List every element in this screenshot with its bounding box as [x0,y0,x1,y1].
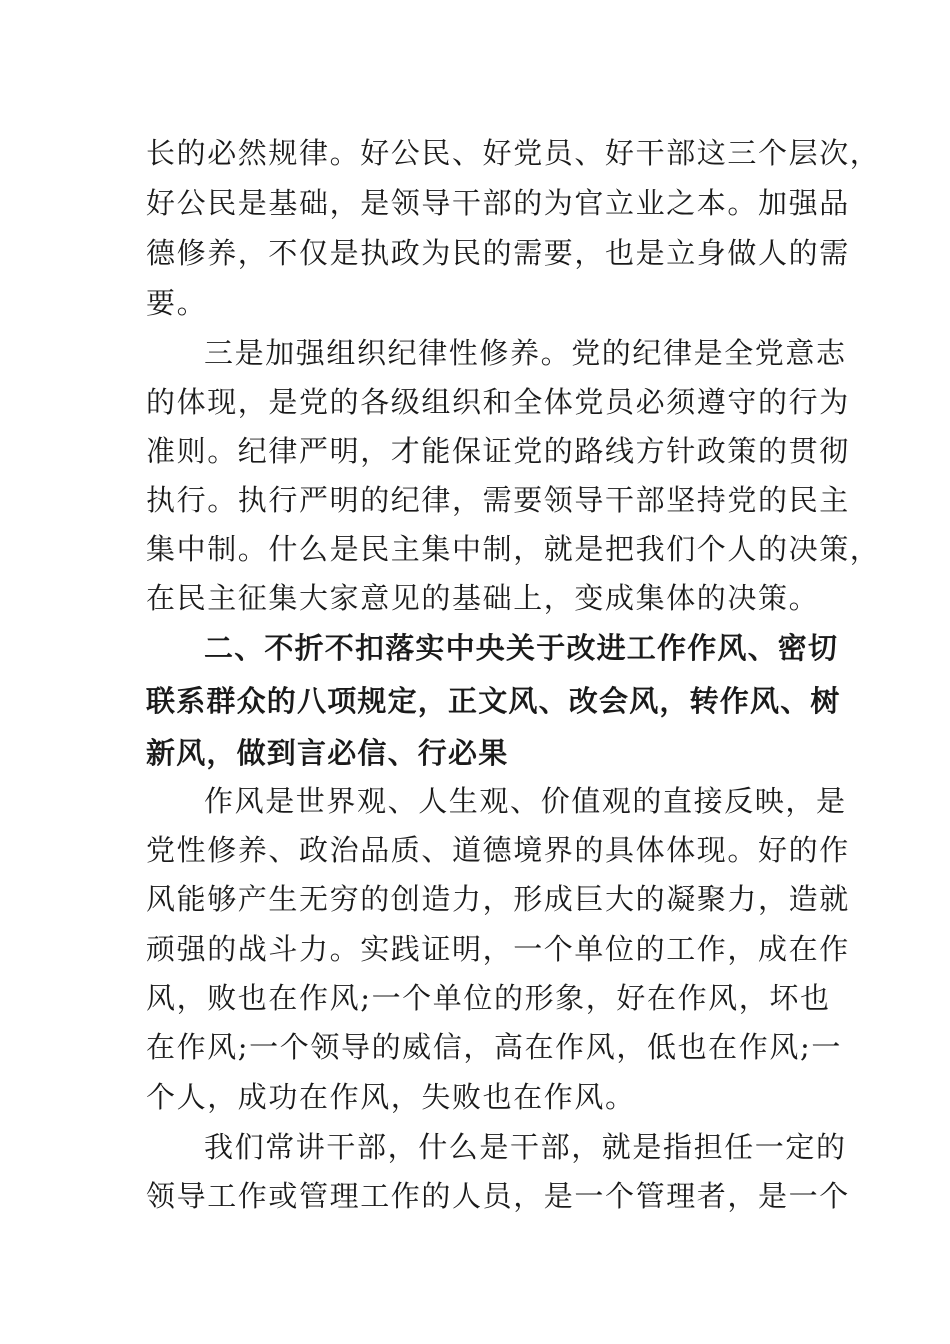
paragraph-line: 好公民是基础，是领导干部的为官立业之本。加强品 [146,186,850,220]
paragraph-line: 执行。执行严明的纪律，需要领导干部坚持党的民主 [146,483,850,517]
paragraph-line: 风能够产生无穷的创造力，形成巨大的凝聚力，造就 [146,882,850,916]
paragraph-line: 作风是世界观、人生观、价值观的直接反映，是 [204,784,847,818]
section-heading-line: 新风，做到言必信、行必果 [146,736,509,770]
paragraph-line: 德修养，不仅是执政为民的需要，也是立身做人的需 [146,236,850,270]
paragraph-line: 个人，成功在作风，失败也在作风。 [146,1080,636,1114]
paragraph-line: 在民主征集大家意见的基础上，变成集体的决策。 [146,581,820,615]
paragraph-line: 我们常讲干部，什么是干部，就是指担任一定的 [204,1130,847,1164]
section-heading-line: 二、不折不扣落实中央关于改进工作作风、密切 [204,631,839,665]
paragraph-line: 党性修养、政治品质、道德境界的具体体现。好的作 [146,833,850,867]
paragraph-line: 在作风;一个领导的威信，高在作风，低也在作风;一 [146,1030,842,1064]
paragraph-line: 准则。纪律严明，才能保证党的路线方针政策的贯彻 [146,434,850,468]
paragraph-line: 风，败也在作风;一个单位的形象，好在作风，坏也 [146,981,831,1015]
paragraph-line: 要。 [146,286,208,320]
paragraph-line: 长的必然规律。好公民、好党员、好干部这三个层次， [146,136,881,170]
paragraph-line: 集中制。什么是民主集中制，就是把我们个人的决策， [146,532,881,566]
paragraph-line: 领导工作或管理工作的人员，是一个管理者，是一个 [146,1179,850,1213]
paragraph-line: 三是加强组织纪律性修养。党的纪律是全党意志 [204,336,847,370]
section-heading-line: 联系群众的八项规定，正文风、改会风，转作风、树 [146,684,841,718]
paragraph-line: 的体现，是党的各级组织和全体党员必须遵守的行为 [146,385,850,419]
paragraph-line: 顽强的战斗力。实践证明，一个单位的工作，成在作 [146,932,850,966]
